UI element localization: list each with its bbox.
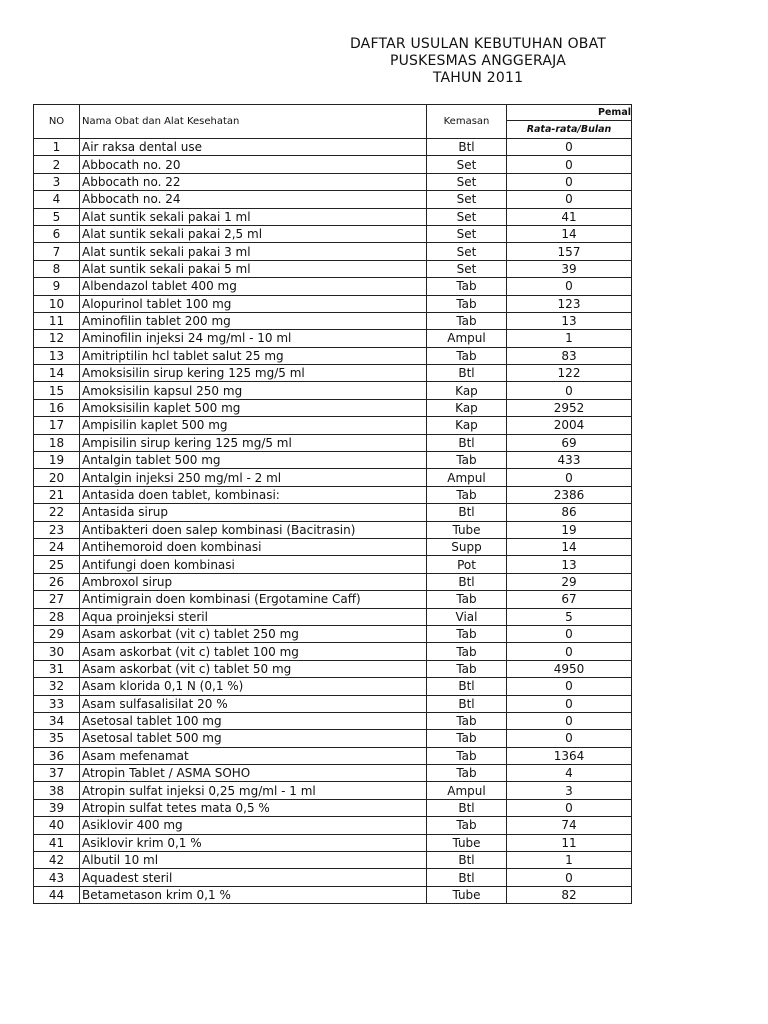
drug-name: Abbocath no. 20 bbox=[80, 156, 427, 173]
drug-name: Abbocath no. 22 bbox=[80, 173, 427, 190]
drug-name: Air raksa dental use bbox=[80, 139, 427, 156]
monthly-average: 11 bbox=[507, 834, 632, 851]
drug-name: Antalgin injeksi 250 mg/ml - 2 ml bbox=[80, 469, 427, 486]
table-row bbox=[34, 347, 632, 364]
packaging: Tab bbox=[427, 817, 507, 834]
table-row bbox=[34, 747, 632, 764]
table-row bbox=[34, 278, 632, 295]
packaging: Ampul bbox=[427, 330, 507, 347]
drug-name: Amitriptilin hcl tablet salut 25 mg bbox=[80, 347, 427, 364]
drug-name: Asetosal tablet 500 mg bbox=[80, 730, 427, 747]
table-row bbox=[34, 886, 632, 903]
packaging: Btl bbox=[427, 504, 507, 521]
col-header-pemakaian: Pemal bbox=[507, 105, 632, 121]
packaging: Tab bbox=[427, 591, 507, 608]
monthly-average: 1 bbox=[507, 852, 632, 869]
row-number: 39 bbox=[34, 799, 80, 816]
row-number: 41 bbox=[34, 834, 80, 851]
table-row bbox=[34, 712, 632, 729]
monthly-average: 0 bbox=[507, 730, 632, 747]
drug-name: Asiklovir 400 mg bbox=[80, 817, 427, 834]
monthly-average: 0 bbox=[507, 191, 632, 208]
drug-name: Aqua proinjeksi steril bbox=[80, 608, 427, 625]
packaging: Tab bbox=[427, 312, 507, 329]
packaging: Ampul bbox=[427, 782, 507, 799]
monthly-average: 29 bbox=[507, 573, 632, 590]
packaging: Btl bbox=[427, 852, 507, 869]
table-row bbox=[34, 643, 632, 660]
drug-name: Abbocath no. 24 bbox=[80, 191, 427, 208]
monthly-average: 14 bbox=[507, 225, 632, 242]
monthly-average: 82 bbox=[507, 886, 632, 903]
drug-name: Amoksisilin sirup kering 125 mg/5 ml bbox=[80, 365, 427, 382]
monthly-average: 0 bbox=[507, 469, 632, 486]
row-number: 1 bbox=[34, 139, 80, 156]
packaging: Vial bbox=[427, 608, 507, 625]
table-row bbox=[34, 852, 632, 869]
drug-name: Ampisilin kaplet 500 mg bbox=[80, 417, 427, 434]
row-number: 11 bbox=[34, 312, 80, 329]
row-number: 4 bbox=[34, 191, 80, 208]
monthly-average: 83 bbox=[507, 347, 632, 364]
row-number: 42 bbox=[34, 852, 80, 869]
row-number: 24 bbox=[34, 538, 80, 555]
packaging: Btl bbox=[427, 678, 507, 695]
row-number: 43 bbox=[34, 869, 80, 886]
monthly-average: 0 bbox=[507, 869, 632, 886]
row-number: 37 bbox=[34, 765, 80, 782]
monthly-average: 39 bbox=[507, 260, 632, 277]
row-number: 29 bbox=[34, 625, 80, 642]
drug-name: Aminofilin injeksi 24 mg/ml - 10 ml bbox=[80, 330, 427, 347]
drug-name: Antalgin tablet 500 mg bbox=[80, 452, 427, 469]
drug-name: Alopurinol tablet 100 mg bbox=[80, 295, 427, 312]
monthly-average: 1 bbox=[507, 330, 632, 347]
row-number: 5 bbox=[34, 208, 80, 225]
table-row bbox=[34, 625, 632, 642]
drug-name: Albendazol tablet 400 mg bbox=[80, 278, 427, 295]
packaging: Tab bbox=[427, 712, 507, 729]
table-row bbox=[34, 660, 632, 677]
table-row bbox=[34, 330, 632, 347]
drug-name: Asam sulfasalisilat 20 % bbox=[80, 695, 427, 712]
drug-name: Alat suntik sekali pakai 2,5 ml bbox=[80, 225, 427, 242]
packaging: Set bbox=[427, 225, 507, 242]
monthly-average: 0 bbox=[507, 799, 632, 816]
drug-name: Asiklovir krim 0,1 % bbox=[80, 834, 427, 851]
table-row bbox=[34, 521, 632, 538]
packaging: Tab bbox=[427, 765, 507, 782]
packaging: Tab bbox=[427, 730, 507, 747]
row-number: 13 bbox=[34, 347, 80, 364]
packaging: Tab bbox=[427, 278, 507, 295]
table-row bbox=[34, 191, 632, 208]
document-subtitle-year: TAHUN 2011 bbox=[432, 70, 524, 86]
table-row bbox=[34, 295, 632, 312]
table-row bbox=[34, 173, 632, 190]
packaging: Btl bbox=[427, 695, 507, 712]
monthly-average: 4 bbox=[507, 765, 632, 782]
packaging: Ampul bbox=[427, 469, 507, 486]
packaging: Btl bbox=[427, 869, 507, 886]
monthly-average: 0 bbox=[507, 156, 632, 173]
drug-name: Asetosal tablet 100 mg bbox=[80, 712, 427, 729]
packaging: Supp bbox=[427, 538, 507, 555]
monthly-average: 0 bbox=[507, 173, 632, 190]
drug-name: Amoksisilin kapsul 250 mg bbox=[80, 382, 427, 399]
packaging: Tab bbox=[427, 643, 507, 660]
monthly-average: 74 bbox=[507, 817, 632, 834]
monthly-average: 0 bbox=[507, 382, 632, 399]
drug-name: Amoksisilin kaplet 500 mg bbox=[80, 399, 427, 416]
drug-name: Aquadest steril bbox=[80, 869, 427, 886]
row-number: 14 bbox=[34, 365, 80, 382]
row-number: 16 bbox=[34, 399, 80, 416]
row-number: 31 bbox=[34, 660, 80, 677]
packaging: Set bbox=[427, 173, 507, 190]
table-row bbox=[34, 765, 632, 782]
row-number: 40 bbox=[34, 817, 80, 834]
packaging: Set bbox=[427, 208, 507, 225]
drug-name: Antimigrain doen kombinasi (Ergotamine Caff) bbox=[80, 591, 427, 608]
packaging: Set bbox=[427, 243, 507, 260]
drug-name: Asam askorbat (vit c) tablet 250 mg bbox=[80, 625, 427, 642]
monthly-average: 4950 bbox=[507, 660, 632, 677]
table-row bbox=[34, 260, 632, 277]
drug-name: Antibakteri doen salep kombinasi (Bacitrasin) bbox=[80, 521, 427, 538]
drug-name: Aminofilin tablet 200 mg bbox=[80, 312, 427, 329]
table-row bbox=[34, 573, 632, 590]
drug-name: Alat suntik sekali pakai 1 ml bbox=[80, 208, 427, 225]
table-row bbox=[34, 799, 632, 816]
row-number: 6 bbox=[34, 225, 80, 242]
table-row bbox=[34, 869, 632, 886]
packaging: Pot bbox=[427, 556, 507, 573]
drug-name: Asam klorida 0,1 N (0,1 %) bbox=[80, 678, 427, 695]
drug-name: Albutil 10 ml bbox=[80, 852, 427, 869]
col-header-rata-rata: Rata-rata/Bulan bbox=[507, 121, 632, 139]
row-number: 26 bbox=[34, 573, 80, 590]
row-number: 34 bbox=[34, 712, 80, 729]
document-subtitle-institution: PUSKESMAS ANGGERAJA bbox=[389, 53, 567, 69]
monthly-average: 0 bbox=[507, 139, 632, 156]
table-row bbox=[34, 538, 632, 555]
table-row bbox=[34, 556, 632, 573]
row-number: 12 bbox=[34, 330, 80, 347]
monthly-average: 0 bbox=[507, 278, 632, 295]
table-row bbox=[34, 834, 632, 851]
drug-name: Alat suntik sekali pakai 3 ml bbox=[80, 243, 427, 260]
row-number: 25 bbox=[34, 556, 80, 573]
monthly-average: 0 bbox=[507, 643, 632, 660]
table-row bbox=[34, 817, 632, 834]
packaging: Set bbox=[427, 260, 507, 277]
packaging: Kap bbox=[427, 417, 507, 434]
row-number: 30 bbox=[34, 643, 80, 660]
monthly-average: 69 bbox=[507, 434, 632, 451]
row-number: 15 bbox=[34, 382, 80, 399]
monthly-average: 0 bbox=[507, 625, 632, 642]
table-row bbox=[34, 365, 632, 382]
table-row bbox=[34, 312, 632, 329]
packaging: Tab bbox=[427, 452, 507, 469]
table-row bbox=[34, 208, 632, 225]
table-row bbox=[34, 399, 632, 416]
monthly-average: 41 bbox=[507, 208, 632, 225]
table-row bbox=[34, 608, 632, 625]
packaging: Btl bbox=[427, 365, 507, 382]
packaging: Kap bbox=[427, 399, 507, 416]
row-number: 20 bbox=[34, 469, 80, 486]
row-number: 27 bbox=[34, 591, 80, 608]
col-header-kemasan: Kemasan bbox=[427, 105, 507, 139]
row-number: 21 bbox=[34, 486, 80, 503]
monthly-average: 0 bbox=[507, 712, 632, 729]
col-header-no: NO bbox=[34, 105, 80, 139]
packaging: Tab bbox=[427, 347, 507, 364]
table-row bbox=[34, 139, 632, 156]
packaging: Tube bbox=[427, 886, 507, 903]
table-row bbox=[34, 417, 632, 434]
drug-name: Antasida sirup bbox=[80, 504, 427, 521]
row-number: 38 bbox=[34, 782, 80, 799]
packaging: Tab bbox=[427, 747, 507, 764]
packaging: Tab bbox=[427, 295, 507, 312]
table-row bbox=[34, 243, 632, 260]
monthly-average: 86 bbox=[507, 504, 632, 521]
drug-needs-table bbox=[33, 104, 632, 904]
drug-name: Atropin sulfat tetes mata 0,5 % bbox=[80, 799, 427, 816]
table-row bbox=[34, 469, 632, 486]
packaging: Set bbox=[427, 191, 507, 208]
packaging: Tube bbox=[427, 834, 507, 851]
drug-name: Asam mefenamat bbox=[80, 747, 427, 764]
monthly-average: 3 bbox=[507, 782, 632, 799]
packaging: Kap bbox=[427, 382, 507, 399]
monthly-average: 19 bbox=[507, 521, 632, 538]
col-header-name: Nama Obat dan Alat Kesehatan bbox=[80, 105, 427, 139]
monthly-average: 5 bbox=[507, 608, 632, 625]
row-number: 28 bbox=[34, 608, 80, 625]
drug-name: Asam askorbat (vit c) tablet 50 mg bbox=[80, 660, 427, 677]
packaging: Btl bbox=[427, 799, 507, 816]
drug-name: Antihemoroid doen kombinasi bbox=[80, 538, 427, 555]
table-row bbox=[34, 678, 632, 695]
drug-name: Antifungi doen kombinasi bbox=[80, 556, 427, 573]
row-number: 35 bbox=[34, 730, 80, 747]
row-number: 2 bbox=[34, 156, 80, 173]
monthly-average: 123 bbox=[507, 295, 632, 312]
row-number: 10 bbox=[34, 295, 80, 312]
monthly-average: 157 bbox=[507, 243, 632, 260]
monthly-average: 2386 bbox=[507, 486, 632, 503]
table-row bbox=[34, 782, 632, 799]
row-number: 9 bbox=[34, 278, 80, 295]
table-row bbox=[34, 452, 632, 469]
drug-name: Alat suntik sekali pakai 5 ml bbox=[80, 260, 427, 277]
table-row bbox=[34, 225, 632, 242]
row-number: 36 bbox=[34, 747, 80, 764]
row-number: 8 bbox=[34, 260, 80, 277]
table-row bbox=[34, 730, 632, 747]
row-number: 17 bbox=[34, 417, 80, 434]
monthly-average: 433 bbox=[507, 452, 632, 469]
table-row bbox=[34, 591, 632, 608]
packaging: Tube bbox=[427, 521, 507, 538]
document-title-block bbox=[318, 36, 638, 87]
drug-name: Ampisilin sirup kering 125 mg/5 ml bbox=[80, 434, 427, 451]
monthly-average: 2952 bbox=[507, 399, 632, 416]
drug-name: Atropin sulfat injeksi 0,25 mg/ml - 1 ml bbox=[80, 782, 427, 799]
drug-name: Ambroxol sirup bbox=[80, 573, 427, 590]
monthly-average: 14 bbox=[507, 538, 632, 555]
row-number: 7 bbox=[34, 243, 80, 260]
monthly-average: 13 bbox=[507, 312, 632, 329]
drug-name: Antasida doen tablet, kombinasi: bbox=[80, 486, 427, 503]
drug-name: Atropin Tablet / ASMA SOHO bbox=[80, 765, 427, 782]
packaging: Set bbox=[427, 156, 507, 173]
packaging: Btl bbox=[427, 573, 507, 590]
table-body bbox=[34, 139, 632, 904]
table-header-row bbox=[34, 105, 632, 121]
row-number: 19 bbox=[34, 452, 80, 469]
packaging: Tab bbox=[427, 660, 507, 677]
monthly-average: 13 bbox=[507, 556, 632, 573]
monthly-average: 2004 bbox=[507, 417, 632, 434]
row-number: 18 bbox=[34, 434, 80, 451]
row-number: 32 bbox=[34, 678, 80, 695]
row-number: 22 bbox=[34, 504, 80, 521]
table-row bbox=[34, 156, 632, 173]
packaging: Btl bbox=[427, 139, 507, 156]
monthly-average: 67 bbox=[507, 591, 632, 608]
packaging: Btl bbox=[427, 434, 507, 451]
row-number: 33 bbox=[34, 695, 80, 712]
monthly-average: 0 bbox=[507, 695, 632, 712]
table-row bbox=[34, 434, 632, 451]
monthly-average: 1364 bbox=[507, 747, 632, 764]
monthly-average: 122 bbox=[507, 365, 632, 382]
drug-name: Asam askorbat (vit c) tablet 100 mg bbox=[80, 643, 427, 660]
packaging: Tab bbox=[427, 486, 507, 503]
table-row bbox=[34, 695, 632, 712]
table-row bbox=[34, 486, 632, 503]
row-number: 44 bbox=[34, 886, 80, 903]
row-number: 23 bbox=[34, 521, 80, 538]
monthly-average: 0 bbox=[507, 678, 632, 695]
drug-name: Betametason krim 0,1 % bbox=[80, 886, 427, 903]
row-number: 3 bbox=[34, 173, 80, 190]
document-title: DAFTAR USULAN KEBUTUHAN OBAT bbox=[349, 36, 607, 52]
table-row bbox=[34, 382, 632, 399]
table-row bbox=[34, 504, 632, 521]
packaging: Tab bbox=[427, 625, 507, 642]
